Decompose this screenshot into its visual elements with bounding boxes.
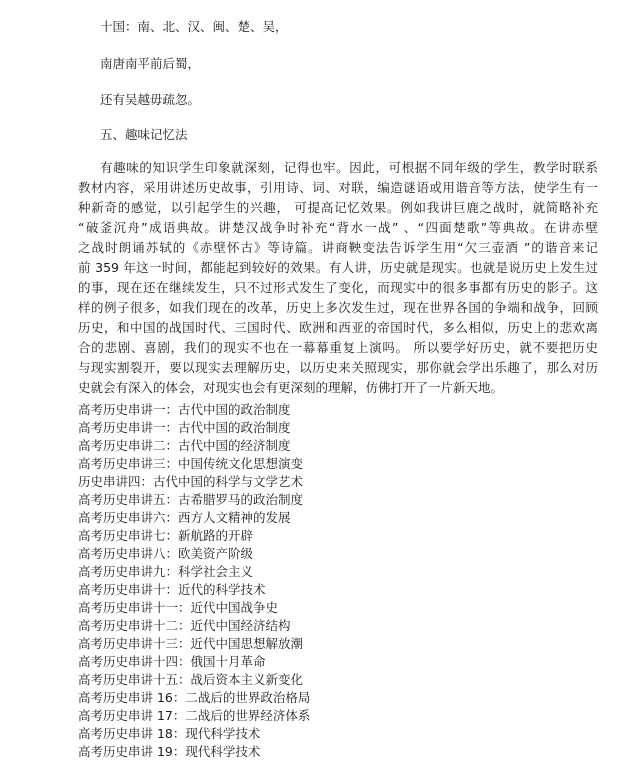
- list-item: 高考历史串讲一：古代中国的政治制度: [78, 420, 291, 435]
- list-item: 高考历史串讲十三：近代中国思想解放潮: [78, 636, 304, 651]
- verse-line: 南唐南平前后蜀，: [100, 56, 201, 71]
- list-item: 高考历史串讲三：中国传统文化思想演变: [78, 456, 304, 471]
- paragraph-line: 与现实割裂开，要以现实去理解历史，以历史来关照现实，那你就会学出乐趣了，那么对历: [78, 360, 598, 375]
- list-item: 高考历史串讲十二：近代中国经济结构: [78, 618, 291, 633]
- list-item: 高考历史串讲九：科学社会主义: [78, 564, 254, 579]
- list-item: 高考历史串讲二：古代中国的经济制度: [78, 438, 291, 453]
- list-item: 高考历史串讲十：近代的科学技术: [78, 582, 266, 597]
- list-item: 高考历史串讲十一：近代中国战争史: [78, 600, 279, 615]
- paragraph-line: 之战时朗诵苏轼的《赤壁怀古》等诗篇。讲商鞅变法告诉学生用“欠三壶酒 ”的谐音来记: [78, 240, 598, 255]
- paragraph-line: 史就会有深入的体会，对现实也会有更深刻的理解，仿佛打开了一片新天地。: [78, 380, 504, 395]
- paragraph-line: 教材内容，采用讲述历史故事，引用诗、词、对联，编造谜语或用谐音等方法，使学生有一: [78, 180, 598, 195]
- paragraph-line: 历史，和中国的战国时代、三国时代、欧洲和西亚的帝国时代，多么相似，历史上的悲欢离: [78, 320, 598, 335]
- list-item: 高考历史串讲八：欧美资产阶级: [78, 546, 254, 561]
- verse-line: 十国：南、北、汉、闽、楚、吴，: [100, 19, 288, 34]
- list-item: 高考历史串讲五：古希腊罗马的政治制度: [78, 492, 304, 507]
- list-item: 高考历史串讲十五：战后资本主义新变化: [78, 672, 304, 687]
- paragraph-line: 有趣味的知识学生印象就深刻，记得也牢。因此，可根据不同年级的学生，教学时联系: [100, 160, 598, 175]
- list-item: 高考历史串讲七：新航路的开辟: [78, 528, 254, 543]
- paragraph-line: “破釜沉舟”成语典故。讲楚汉战争时补充“背水一战” 、“四面楚歌”等典故。在讲赤壁: [78, 220, 598, 235]
- list-item: 高考历史串讲 18：现代科学技术: [78, 726, 261, 741]
- paragraph-line: 的事，现在还在继续发生，只不过形式发生了变化，而现实中的很多事都有历史的影子。这: [78, 280, 598, 295]
- paragraph-line: 前 359 年这一时间，都能起到较好的效果。有人讲，历史就是现实。也就是说历史上发生过: [78, 260, 598, 275]
- paragraph-line: 合的悲剧、喜剧，我们的现实不也在一幕幕重复上演吗。 所以要学好历史，就不要把历史: [78, 340, 598, 355]
- list-item: 高考历史串讲六：西方人文精神的发展: [78, 510, 291, 525]
- list-item: 高考历史串讲 19：现代科学技术: [78, 744, 261, 759]
- list-item: 历史串讲四：古代中国的科学与文学艺术: [78, 474, 304, 489]
- list-item: 高考历史串讲 17：二战后的世界经济体系: [78, 708, 311, 723]
- paragraph-line: 样的例子很多，如我们现在的改革，历史上多次发生过，现在世界各国的争端和战争，回顾: [78, 300, 598, 315]
- list-item: 高考历史串讲一：古代中国的政治制度: [78, 402, 291, 417]
- section-heading: 五、趣味记忆法: [100, 127, 188, 142]
- list-item: 高考历史串讲十四：俄国十月革命: [78, 654, 266, 669]
- list-item: 高考历史串讲 16：二战后的世界政治格局: [78, 690, 311, 705]
- verse-line: 还有吴越毋疏忽。: [100, 92, 201, 107]
- paragraph-line: 种新奇的感觉，以引起学生的兴趣， 可提高记忆效果。例如我讲巨鹿之战时，就简略补充: [78, 200, 598, 215]
